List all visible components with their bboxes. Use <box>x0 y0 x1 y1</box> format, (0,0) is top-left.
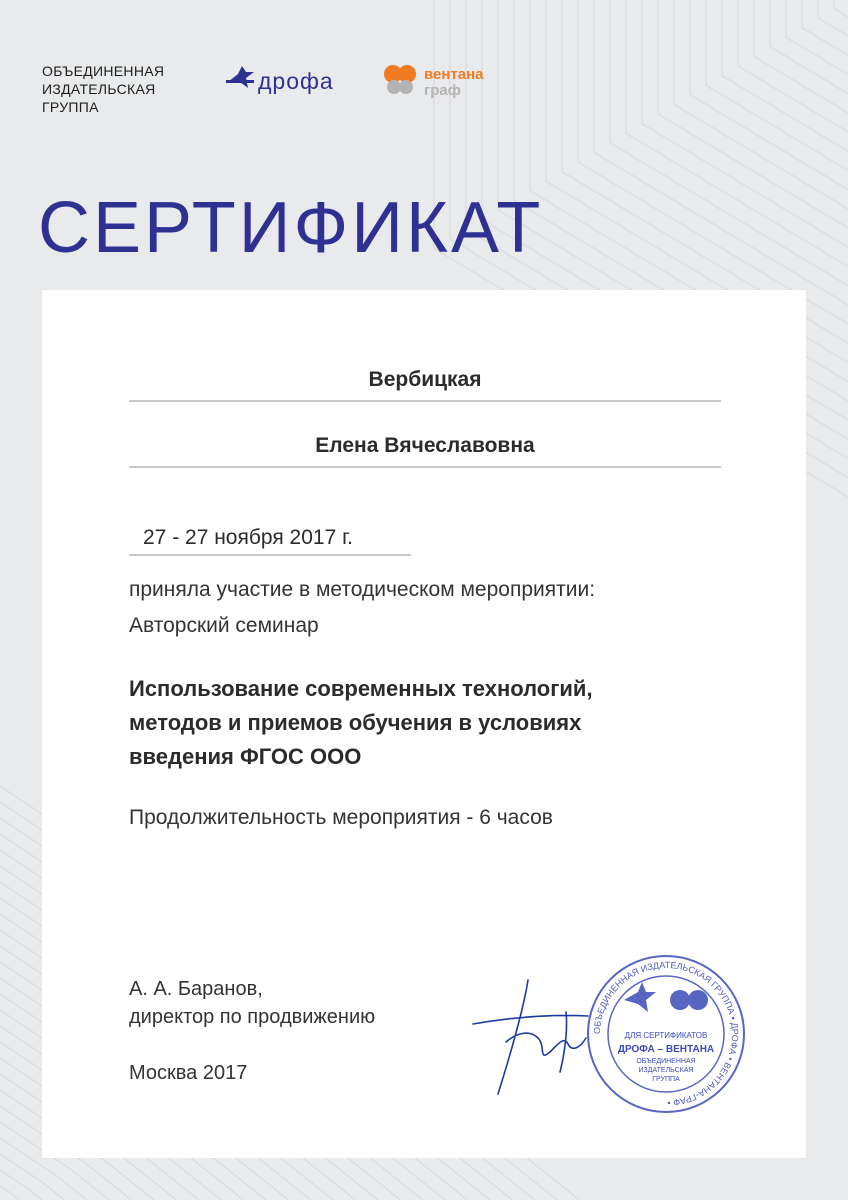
background-line <box>610 0 848 286</box>
signatory-position: директор по продвижению <box>129 1006 376 1028</box>
graf-wordmark: граф <box>424 82 461 99</box>
background-line <box>0 1186 20 1200</box>
stamp-inner-main: ДРОФА – ВЕНТАНА <box>617 1044 715 1055</box>
publisher-line: ГРУППА <box>42 99 99 115</box>
drofa-bird-icon <box>224 60 258 94</box>
background-line <box>578 0 848 324</box>
stamp-inner-top: ДЛЯ СЕРТИФИКАТОВ <box>624 1031 708 1040</box>
stamp-inner-line: ИЗДАТЕЛЬСКАЯ <box>638 1067 694 1074</box>
stamp-emblem-icon <box>624 982 708 1012</box>
background-line <box>818 0 848 36</box>
drofa-wordmark: дрофа <box>258 68 334 94</box>
background-line <box>802 0 848 55</box>
background-line <box>626 0 848 266</box>
background-line <box>770 0 848 94</box>
place-year: Москва 2017 <box>129 1062 248 1084</box>
publisher-line: ИЗДАТЕЛЬСКАЯ <box>42 81 156 97</box>
stamp-ring-text: ОБЪЕДИНЕННАЯ ИЗДАТЕЛЬСКАЯ ГРУППА • ДРОФА • ВЕНТАНА-ГРАФ • <box>591 959 741 1109</box>
topic-line: Использование современных технологий, <box>129 676 593 701</box>
recipient-surname: Вербицкая <box>129 368 721 402</box>
stamp-inner-line: ОБЪЕДИНЕННАЯ <box>636 1058 696 1065</box>
background-line <box>706 0 848 170</box>
ventana-graf-logo <box>382 62 502 102</box>
stamp-inner-line: ГРУППА <box>652 1076 680 1083</box>
signatory-name: А. А. Баранов, <box>129 978 263 1000</box>
background-line <box>0 1170 42 1200</box>
publisher-name <box>42 62 164 116</box>
ventana-wordmark: вентана <box>424 66 484 83</box>
event-duration: Продолжительность мероприятия - 6 часов <box>129 806 553 829</box>
recipient-given-name: Елена Вячеславовна <box>129 434 721 468</box>
seminar-topic <box>129 672 689 774</box>
topic-line: методов и приемов обучения в условиях <box>129 710 582 735</box>
background-line <box>834 0 848 17</box>
background-line <box>754 0 848 113</box>
publisher-line: ОБЪЕДИНЕННАЯ <box>42 63 165 79</box>
seminar-type: Авторский семинар <box>129 614 319 637</box>
drofa-logo <box>224 60 348 100</box>
certificate-title: СЕРТИФИКАТ <box>38 188 544 268</box>
ventana-butterfly-icon <box>382 62 418 96</box>
official-stamp <box>584 952 748 1116</box>
topic-line: введения ФГОС ООО <box>129 744 362 769</box>
participation-text: приняла участие в методическом мероприятии: <box>129 578 596 601</box>
event-date: 27 - 27 ноября 2017 г. <box>129 526 411 556</box>
